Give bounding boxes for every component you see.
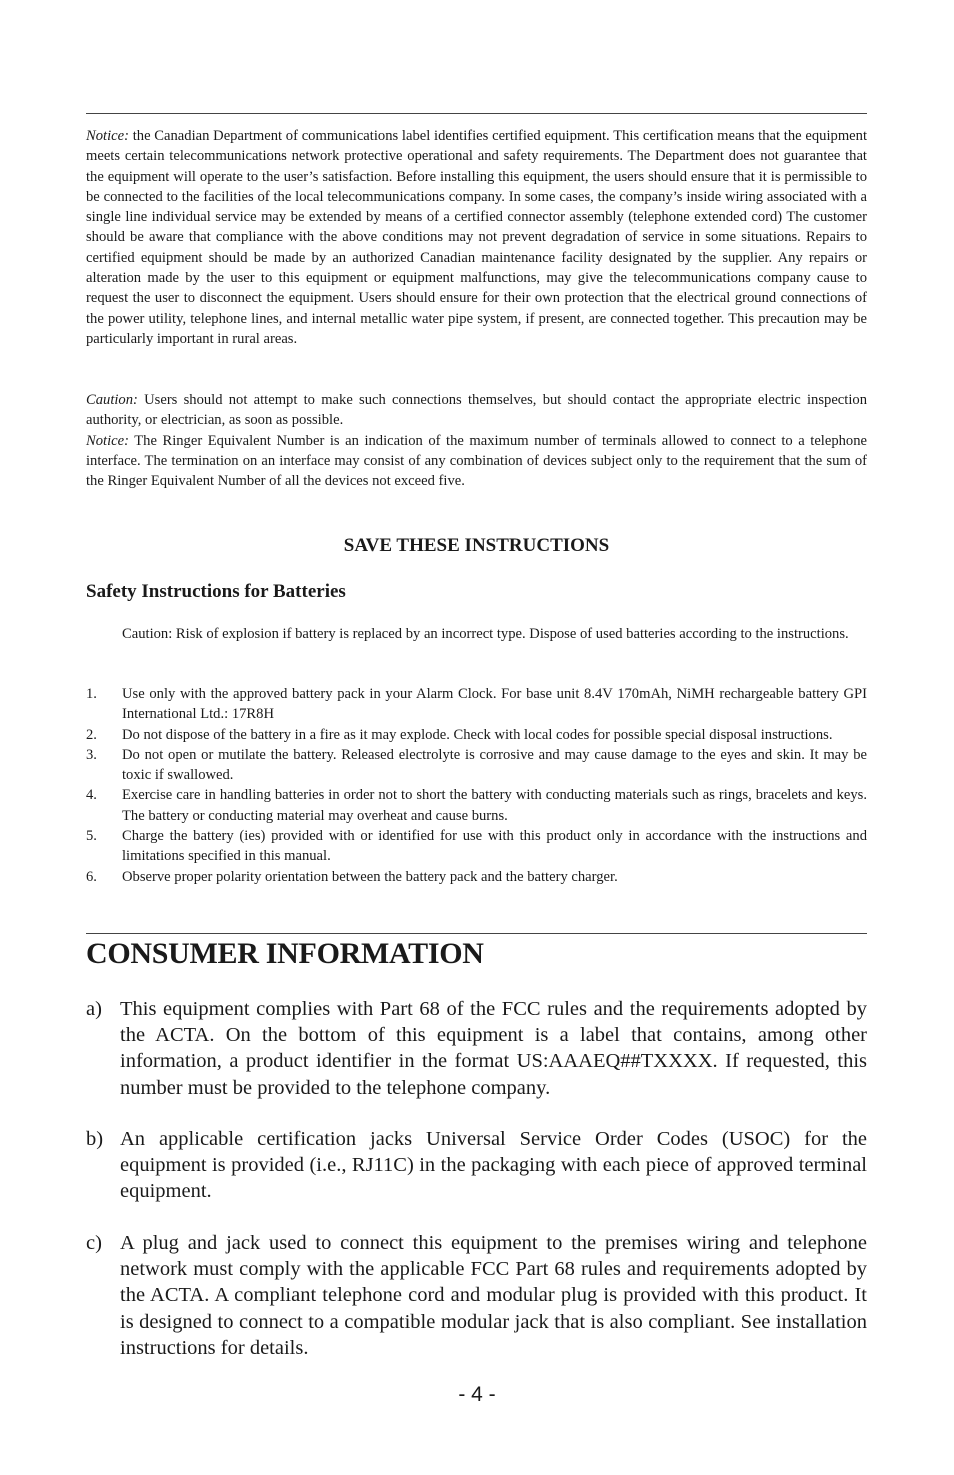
consumer-item-b bbox=[86, 1126, 867, 1205]
consumer-item-c bbox=[86, 1230, 867, 1361]
page-number: - 4 - bbox=[458, 1383, 496, 1406]
list-item-number: 3. bbox=[86, 746, 97, 763]
battery-caution-text: Caution: Risk of explosion if battery is replaced by an incorrect type. Dispose of used batteries according to the instructions. bbox=[122, 626, 849, 642]
top-rule bbox=[86, 113, 867, 114]
list-item bbox=[86, 785, 867, 826]
item-text: An applicable certification jacks Universal Service Order Codes (USOC) for the equipment is provided (i.e., RJ11C) in the packaging with each piece of approved terminal equipment. bbox=[120, 1128, 867, 1203]
notice-paragraph-canadian bbox=[86, 126, 867, 349]
battery-safety-heading: Safety Instructions for Batteries bbox=[86, 581, 346, 602]
list-item-text: Charge the battery (ies) provided with or identified for use with this product only in accordance with the instructions and limitations specified in this manual. bbox=[122, 828, 867, 865]
item-text: This equipment complies with Part 68 of the FCC rules and the requirements adopted by the ACTA. On the bottom of this equipment is a label that contains, among other information, a product identifier in the format US:AAAEQ##TXXXX. If requested, this number must be provided to the telephone company. bbox=[120, 998, 867, 1099]
list-item bbox=[86, 826, 867, 867]
battery-caution bbox=[122, 624, 867, 644]
list-item-text: Do not open or mutilate the battery. Released electrolyte is corrosive and may cause damage to the eyes and skin. It may be toxic if swallowed. bbox=[122, 746, 867, 784]
item-label: b) bbox=[86, 1128, 104, 1150]
list-item-text: Use only with the approved battery pack in your Alarm Clock. For base unit 8.4V 170mAh, NiMH rechargeable battery GPI International Ltd.: 17R8H bbox=[122, 686, 867, 723]
save-instructions-heading: SAVE THESE INSTRUCTIONS bbox=[343, 535, 610, 556]
notice-ren-text: The Ringer Equivalent Number is an indication of the maximum number of terminals allowed to connect to a telephone interface. The termination on an interface may consist of any combination of devices subject only to the requirement that the sum of the Ringer Equivalent Number of all the devices not exceed five. bbox=[86, 432, 867, 490]
list-item bbox=[86, 725, 867, 745]
list-item bbox=[86, 867, 867, 887]
list-item bbox=[86, 684, 867, 725]
notice-ren-lead: Notice: bbox=[86, 432, 129, 449]
consumer-information-heading: CONSUMER INFORMATION bbox=[86, 937, 484, 970]
list-item-number: 2. bbox=[86, 726, 97, 743]
consumer-item-a bbox=[86, 996, 867, 1101]
list-item-text: Do not dispose of the battery in a fire as it may explode. Check with local codes for possible special disposal instructions. bbox=[122, 726, 833, 743]
notice-text: the Canadian Department of communications label identifies certified equipment. This certification means that the equipment meets certain telecommunications network protective operational and safety requirements. The Department does not guarantee that the equipment will operate to the user’s satisfaction. Before installing this equipment, the users should ensure that it is permissible to be connected to the facilities of the local telecommunications company. In some cases, the company’s inside wiring associated with a single line individual service may be extended by means of a certified connector assembly (telephone extended cord) The customer should be aware that compliance with the above conditions may not prevent degradation of service in some situations. Repairs to certified equipment should be made by an authorized Canadian maintenance facility designated by the supplier. Any repairs or alteration made by the user to this equipment or equipment malfunctions, may give the telecommunications company cause to request the user to disconnect the equipment. Users should ensure for their own protection that the electrical ground connections of the power utility, telephone lines, and internal metallic water pipe system, if present, are connected together. This precaution may be particularly important in rural areas. bbox=[86, 128, 867, 347]
notice-lead: Notice: bbox=[86, 128, 129, 144]
battery-instructions-list bbox=[86, 684, 867, 887]
item-label: a) bbox=[86, 998, 102, 1020]
list-item-number: 6. bbox=[86, 868, 97, 885]
list-item-number: 5. bbox=[86, 828, 97, 845]
list-item-number: 1. bbox=[86, 686, 97, 702]
list-item bbox=[86, 745, 867, 786]
caution-paragraph bbox=[86, 390, 867, 491]
list-item-number: 4. bbox=[86, 787, 97, 804]
item-text: A plug and jack used to connect this equipment to the premises wiring and telephone network must comply with the applicable FCC Part 68 rules and requirements adopted by the ACTA. A compliant telephone cord and modular plug is provided with this product. It is designed to connect to a compatible modular jack that is also compliant. See installation instructions for details. bbox=[120, 1232, 867, 1359]
list-item-text: Observe proper polarity orientation between the battery pack and the battery charger. bbox=[122, 868, 618, 885]
list-item-text: Exercise care in handling batteries in order not to short the battery with conducting materials such as rings, bracelets and keys. The battery or conducting material may overheat and cause burns. bbox=[122, 787, 867, 824]
caution-text: Users should not attempt to make such connections themselves, but should contact the appropriate electric inspection authority, or electrician, as soon as possible. bbox=[86, 392, 867, 429]
item-label: c) bbox=[86, 1232, 102, 1254]
caution-lead: Caution: bbox=[86, 392, 138, 408]
